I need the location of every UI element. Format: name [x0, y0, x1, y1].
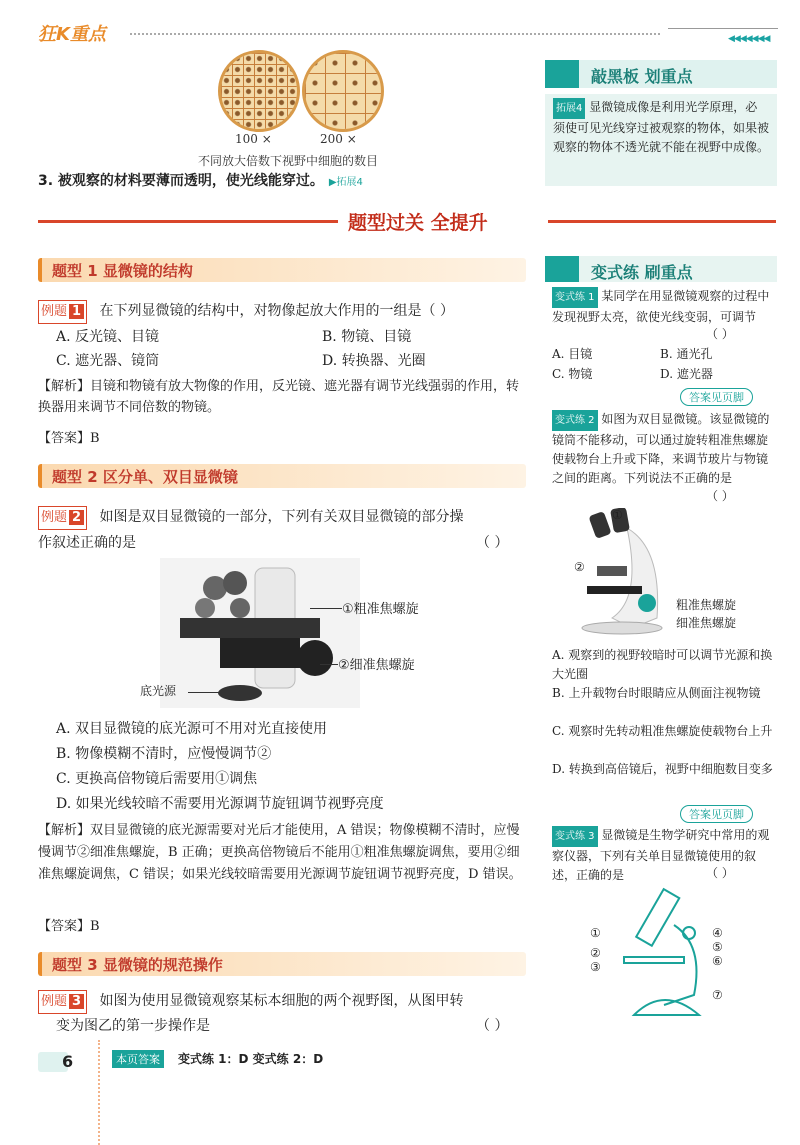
example-2-tag: 例题 2 [38, 506, 87, 530]
expand-4-tag: 拓展4 [553, 98, 585, 119]
cells-200x-figure [302, 50, 384, 132]
practice-1-answer-link[interactable]: 答案见页脚 [680, 388, 753, 406]
section-title: 题型过关 全提升 [338, 208, 498, 235]
example-2-question-line2: 作叙述正确的是 [38, 535, 136, 551]
point-3-text: 3. 被观察的材料要薄而透明，使光线能穿过。 [38, 173, 324, 189]
type-1-title: 题型 1 显微镜的结构 [38, 258, 526, 282]
example-1-option-b: B. 物镜、目镜 [322, 329, 412, 345]
practice-2-label-2: ② [574, 560, 585, 574]
side-note-box [545, 94, 777, 186]
point-3 [38, 170, 363, 194]
practice-2-answer-link[interactable]: 答案见页脚 [680, 805, 753, 823]
practice-1-text: 某同学在用显微镜观察的过程中发现视野太亮，欲使光线变弱，可调节 [552, 289, 770, 324]
practice-3-text: 显微镜是生物学研究中常用的观察仪器，下列有关单目显微镜使用的叙述，正确的是 [552, 828, 770, 882]
example-2-option-b: B. 物像模糊不清时，应慢慢调节② [56, 746, 272, 762]
example-2-answer: 【答案】B [38, 919, 100, 934]
practice-2-tag: 变式练 2 [552, 410, 598, 431]
example-2 [38, 506, 528, 530]
fig2-label-light: 底光源 [140, 684, 177, 698]
example-2-option-c: C. 更换高倍物镜后需要用①调焦 [56, 771, 258, 787]
binocular-microscope-figure [160, 558, 360, 708]
example-1-answer: 【答案】B [38, 431, 100, 446]
page-number: 6 [62, 1052, 74, 1071]
practice-3-paren: （ ） [706, 866, 734, 880]
practice-3-label-6: ⑥ [712, 954, 723, 968]
example-3-tag: 例题 3 [38, 990, 87, 1014]
practice-3-tag: 变式练 3 [552, 826, 598, 847]
practice-1-option-d: D. 遮光器 [660, 367, 713, 381]
practice-2-microscope-figure [572, 508, 672, 638]
example-2-option-d: D. 如果光线较暗不需要用光源调节旋钮调节视野亮度 [56, 796, 384, 812]
example-2-analysis: 【解析】双目显微镜的底光源需要对光后才能使用，A 错误；物像模糊不清时，应慢慢调节②细准焦螺旋，B 正确；更换高倍物镜后不能用①粗准焦螺旋调焦，要用②细准焦螺旋调焦，C 错误；如果光线较暗需要用光源调节旋钮调节视野亮度，D 错误。 [38, 823, 522, 882]
example-2-paren: （ ） [476, 535, 509, 551]
figure-caption: 不同放大倍数下视野中细胞的数目 [198, 154, 379, 168]
header-arrows-icon: ◀◀◀◀◀◀◀ [728, 34, 770, 44]
figure-label-100x: 100 × [235, 132, 272, 146]
practice-1-option-c: C. 物镜 [552, 367, 593, 381]
example-1-tag: 例题 1 [38, 300, 87, 324]
practice-3-label-5: ⑤ [712, 940, 723, 954]
example-3-question-line2: 变为图乙的第一步操作是 [56, 1018, 210, 1034]
practice-2-text: 如图为双目显微镜。该显微镜的镜筒不能移动，可以通过旋转粗准焦螺旋使载物台上升或下降，来调节玻片与物镜之间的距离。下列说法不正确的是 [552, 412, 770, 485]
fig2-label-coarse: ①粗准焦螺旋 [342, 602, 419, 617]
practice-2 [552, 410, 776, 488]
header-logo: 狂K重点 [38, 24, 106, 45]
practice-1-option-a: A. 目镜 [552, 347, 593, 361]
cells-100x-figure [218, 50, 300, 132]
type-2-title: 题型 2 区分单、双目显微镜 [38, 464, 526, 488]
practice-2-label-coarse: 粗准焦螺旋 [676, 598, 737, 612]
footer-answers: 变式练 1：D 变式练 2：D [178, 1052, 324, 1066]
practice-2-paren: （ ） [706, 489, 734, 503]
practice-2-option-c: C. 观察时先转动粗准焦螺旋使载物台上升 [552, 724, 773, 738]
example-2-option-a: A. 双目显微镜的底光源可不用对光直接使用 [56, 721, 328, 737]
expand-4-link[interactable]: ▶拓展4 [328, 177, 363, 188]
header-dotted-line [130, 33, 660, 35]
practice-1 [552, 287, 776, 327]
side-note-text: 显微镜成像是利用光学原理，必须使可见光线穿过被观察的物体，如果被观察的物体不透光就不能在视野中成像。 [553, 100, 770, 154]
example-1-option-c: C. 遮光器、镜筒 [56, 353, 160, 369]
example-1-option-a: A. 反光镜、目镜 [56, 329, 160, 345]
practice-1-option-b: B. 通光孔 [660, 347, 713, 361]
practice-1-tag: 变式练 1 [552, 287, 598, 308]
figure-label-200x: 200 × [320, 132, 357, 146]
practice-3 [552, 826, 776, 885]
example-3-question-line1: 如图为使用显微镜观察某标本细胞的两个视野图，从图甲转 [99, 993, 464, 1009]
header-line [668, 28, 778, 29]
practice-3-microscope-figure [604, 885, 714, 1025]
type-3-title: 题型 3 显微镜的规范操作 [38, 952, 526, 976]
practice-3-label-3: ③ [590, 960, 601, 974]
practice-3-label-4: ④ [712, 926, 723, 940]
footer-answers-badge: 本页答案 [112, 1050, 164, 1068]
fig2-label-fine: ②细准焦螺旋 [338, 658, 415, 673]
practice-3-label-7: ⑦ [712, 988, 723, 1002]
example-1 [38, 300, 528, 324]
example-2-question-line1: 如图是双目显微镜的一部分，下列有关双目显微镜的部分操 [99, 509, 464, 525]
side-banner-practice: 变式练 刷重点 [545, 256, 777, 282]
practice-2-option-a: A. 观察到的视野较暗时可以调节光源和换大光圈 [552, 648, 773, 681]
practice-2-label-1: ① [612, 508, 623, 522]
practice-2-option-b: B. 上升载物台时眼睛应从侧面注视物镜 [552, 686, 761, 700]
practice-3-label-2: ② [590, 946, 601, 960]
practice-3-label-1: ① [590, 926, 601, 940]
practice-2-label-fine: 细准焦螺旋 [676, 616, 737, 630]
section-title-block [38, 208, 776, 234]
example-1-analysis: 【解析】目镜和物镜有放大物像的作用，反光镜、遮光器有调节光线强弱的作用，转换器用来调节不同倍数的物镜。 [38, 379, 520, 415]
example-1-question: 在下列显微镜的结构中，对物像起放大作用的一组是（ ） [99, 303, 454, 319]
example-3 [38, 990, 528, 1014]
practice-1-paren: （ ） [706, 327, 734, 341]
example-1-option-d: D. 转换器、光圈 [322, 353, 426, 369]
practice-2-option-d: D. 转换到高倍镜后，视野中细胞数目变多 [552, 762, 773, 776]
example-3-paren: （ ） [476, 1018, 509, 1034]
side-banner-key-points: 敲黑板 划重点 [545, 60, 777, 88]
